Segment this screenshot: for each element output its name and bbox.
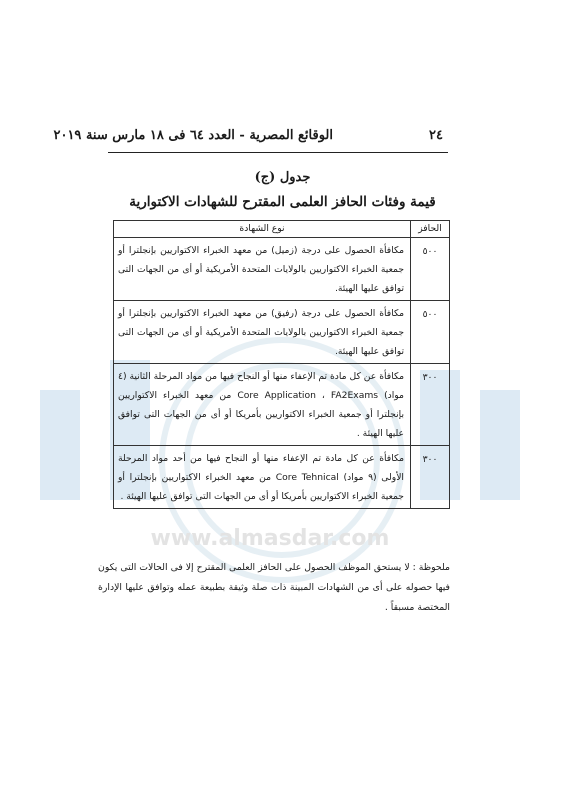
header-certificate: نوع الشهادة	[114, 221, 411, 238]
gazette-issue-title: الوقائع المصرية - العدد ٦٤ فى ١٨ مارس سنة ٢٠١٩	[53, 128, 333, 143]
gazette-header	[53, 126, 453, 148]
row-description: مكافأة عن كل مادة تم الإعفاء منها أو النجاح فيها من أحد مواد المرحلة الأولى (٩ مواد) Core Tehnical من معهد الخبراء الاكتواريين بإنجلترا أو جمعية الخبراء الاكتواريين بأمريكا أو أى من الجهات التى توافق عليها الهيئة .	[114, 446, 411, 509]
table-subcaption: قيمة وفئات الحافز العلمى المقترح للشهادات الاكتوارية	[129, 194, 436, 210]
page-number: ٢٤	[429, 128, 443, 143]
row-amount: ٥٠٠	[411, 301, 450, 364]
table-caption: جدول (ج)	[254, 170, 311, 185]
header-amount: الحافز	[411, 221, 450, 238]
table-row	[114, 364, 450, 446]
row-amount: ٣٠٠	[411, 446, 450, 509]
row-amount: ٣٠٠	[411, 364, 450, 446]
incentive-table	[113, 220, 450, 509]
header-divider	[108, 152, 448, 153]
table-header-row	[114, 221, 450, 238]
row-amount: ٥٠٠	[411, 238, 450, 301]
row-description: مكافأة الحصول على درجة (زميل) من معهد الخبراء الاكتواريين بإنجلترا أو جمعية الخبراء الاكتواريين بالولايات المتحدة الأمريكية أو أى من الجهات التى توافق عليها الهيئة.	[114, 238, 411, 301]
row-description: مكافأة عن كل مادة تم الإعفاء منها أو النجاح فيها من مواد المرحلة الثانية (٤ مواد) Core Application ، FA2Exams من معهد الخبراء الاكتواريين بإنجلترا أو جمعية الخبراء الاكتواريين بأمريكا أو أى من الجهات التى توافق عليها الهيئة .	[114, 364, 411, 446]
table-row	[114, 238, 450, 301]
row-description: مكافأة الحصول على درجة (رفيق) من معهد الخبراء الاكتواريين بإنجلترا أو جمعية الخبراء الاكتواريين بالولايات المتحدة الأمريكية أو أى من الجهات التى توافق عليها الهيئة.	[114, 301, 411, 364]
watermark-url: www.almasdar.com	[150, 526, 390, 551]
table-row	[114, 446, 450, 509]
table-row	[114, 301, 450, 364]
footnote: ملحوظة : لا يستحق الموظف الحصول على الحافز العلمى المقترح إلا فى الحالات التى يكون فيها حصوله على أى من الشهادات المبينة ذات صلة وثيقة بطبيعة عمله وتوافق عليها الإدارة المختصة مسبقاً .	[98, 562, 450, 613]
